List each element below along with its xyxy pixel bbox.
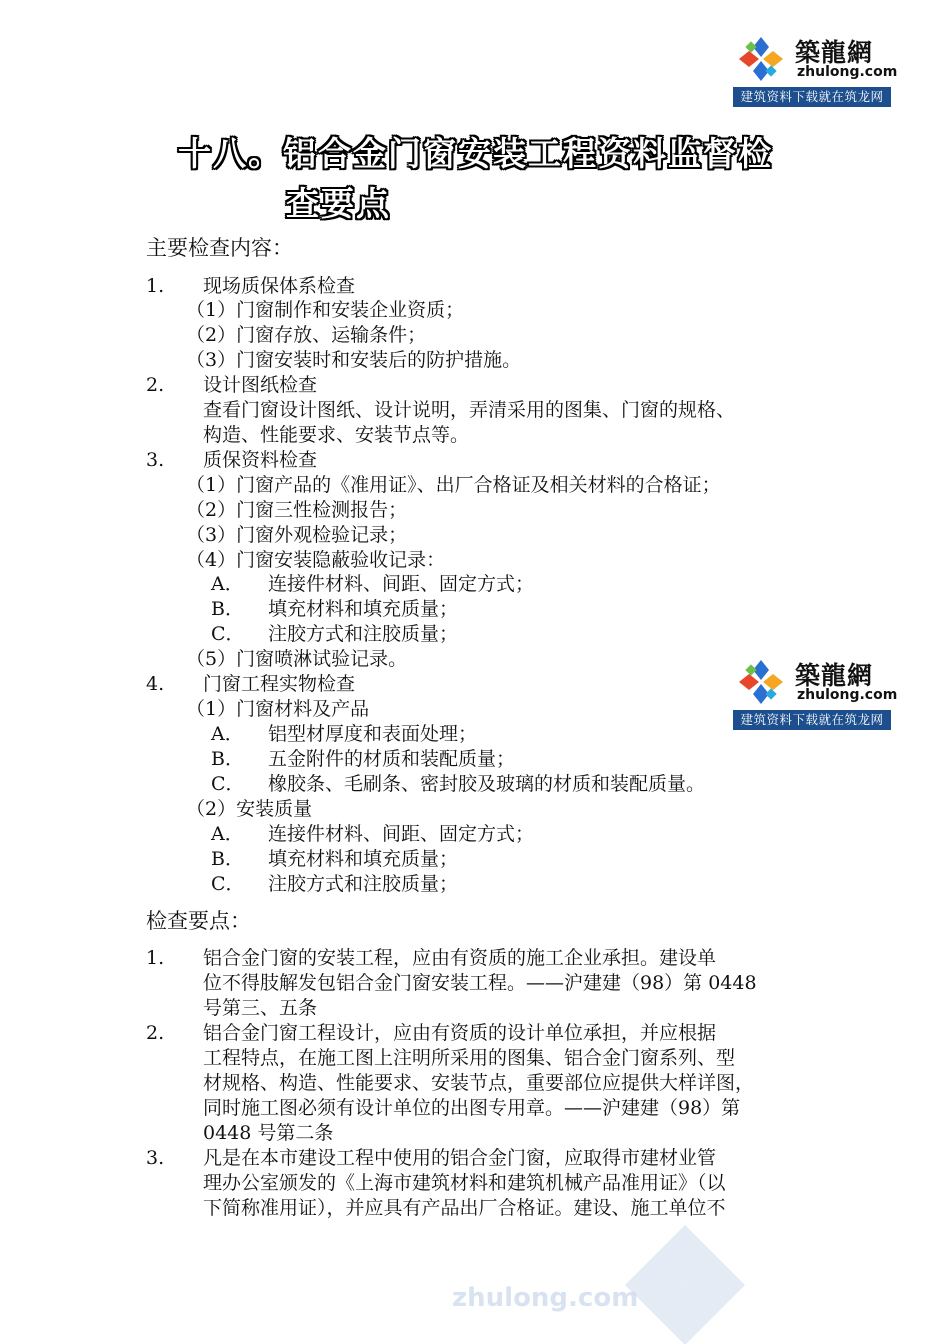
list-item-text: （2）门窗存放、运输条件； (186, 324, 427, 346)
sublist-letter: B． (211, 848, 244, 870)
page-title-line1: 十八。铝合金门窗安装工程资料监督检 (178, 134, 773, 173)
zhulong-logo-middle (733, 654, 898, 730)
section-heading-main-content: 主要检查内容： (146, 236, 293, 260)
sublist-letter: B． (211, 598, 244, 620)
list-item-text: 连接件材料、间距、固定方式； (268, 823, 535, 845)
list-item-text: 号第三、五条 (203, 997, 318, 1019)
sublist-letter: C． (211, 623, 245, 645)
list-item-text: 凡是在本市建设工程中使用的铝合金门窗，应取得市建材业管 (203, 1147, 717, 1169)
brand-name-en: zhulong.com (797, 687, 898, 703)
list-item-text: （3）门窗安装时和安装后的防护措施。 (186, 349, 522, 371)
brand-name-cn: 築龍網 (795, 661, 874, 690)
list-item-text: 工程特点，在施工图上注明所采用的图集、铝合金门窗系列、型 (203, 1047, 736, 1069)
page-title-line2: 查要点 (286, 184, 391, 223)
sublist-letter: C． (211, 773, 245, 795)
list-number: 1. (146, 947, 165, 969)
brand-name-cn: 築龍網 (795, 38, 874, 67)
list-item-text: 下简称准用证），并应具有产品出厂合格证。建设、施工单位不 (203, 1197, 726, 1219)
logo-slogan: 建筑资料下载就在筑龙网 (733, 710, 891, 730)
list-item-text: 设计图纸检查 (203, 374, 318, 396)
sublist-letter: B． (211, 748, 244, 770)
list-item-text: 构造、性能要求、安装节点等。 (203, 424, 470, 446)
list-item-text: 现场质保体系检查 (203, 275, 356, 297)
zhulong-logo-top (733, 31, 898, 107)
list-number: 1. (146, 275, 165, 297)
list-number: 3. (146, 449, 165, 471)
list-item-text: 五金附件的材质和装配质量； (268, 748, 516, 770)
sublist-letter: A． (211, 823, 244, 845)
list-item-text: 理办公室颁发的《上海市建筑材料和建筑机械产品准用证》（以 (203, 1172, 726, 1194)
list-item-text: 填充材料和填充质量； (268, 848, 459, 870)
list-item-text: 填充材料和填充质量； (268, 598, 459, 620)
list-item-text: （4）门窗安装隐蔽验收记录： (186, 549, 446, 571)
brand-name-en: zhulong.com (797, 64, 898, 80)
list-item-text: 铝合金门窗的安装工程，应由有资质的施工企业承担。建设单 (203, 947, 717, 969)
list-item-text: 门窗工程实物检查 (203, 673, 356, 695)
list-item-text: 连接件材料、间距、固定方式； (268, 573, 535, 595)
list-item-text: 材规格、构造、性能要求、安装节点，重要部位应提供大样详图， (203, 1072, 755, 1094)
list-item-text: 铝合金门窗工程设计，应由有资质的设计单位承担，并应根据 (203, 1022, 717, 1044)
list-item-text: 铝型材厚度和表面处理； (268, 723, 478, 745)
list-item-text: （3）门窗外观检验记录； (186, 524, 408, 546)
list-item-text: 注胶方式和注胶质量； (268, 623, 459, 645)
section-heading-key-points: 检查要点： (146, 909, 251, 933)
list-item-text: 0448 号第二条 (203, 1122, 334, 1144)
sublist-letter: A． (211, 573, 244, 595)
logo-slogan: 建筑资料下载就在筑龙网 (733, 87, 891, 107)
snowflake-icon (737, 35, 785, 83)
list-number: 2. (146, 374, 165, 396)
list-item-text: （1）门窗产品的《准用证》、出厂合格证及相关材料的合格证； (186, 474, 721, 496)
list-item-text: 橡胶条、毛刷条、密封胶及玻璃的材质和装配质量。 (268, 773, 706, 795)
list-item-text: （2）安装质量 (186, 798, 313, 820)
list-item-text: 同时施工图必须有设计单位的出图专用章。——沪建建（98）第 (203, 1097, 741, 1119)
list-number: 3. (146, 1147, 165, 1169)
watermark-text: zhulong.com (452, 1283, 639, 1313)
snowflake-icon (737, 658, 785, 706)
list-item-text: 质保资料检查 (203, 449, 318, 471)
sublist-letter: C． (211, 873, 245, 895)
list-number: 4. (146, 673, 165, 695)
list-number: 2. (146, 1022, 165, 1044)
list-item-text: （5）门窗喷淋试验记录。 (186, 648, 408, 670)
list-item-text: 注胶方式和注胶质量； (268, 873, 459, 895)
sublist-letter: A． (211, 723, 244, 745)
list-item-text: 位不得肢解发包铝合金门窗安装工程。——沪建建（98）第 0448 (203, 972, 757, 994)
list-item-text: （1）门窗制作和安装企业资质； (186, 299, 465, 321)
list-item-text: （2）门窗三性检测报告； (186, 499, 408, 521)
list-item-text: （1）门窗材料及产品 (186, 698, 370, 720)
list-item-text: 查看门窗设计图纸、设计说明，弄清采用的图集、门窗的规格、 (203, 399, 736, 421)
